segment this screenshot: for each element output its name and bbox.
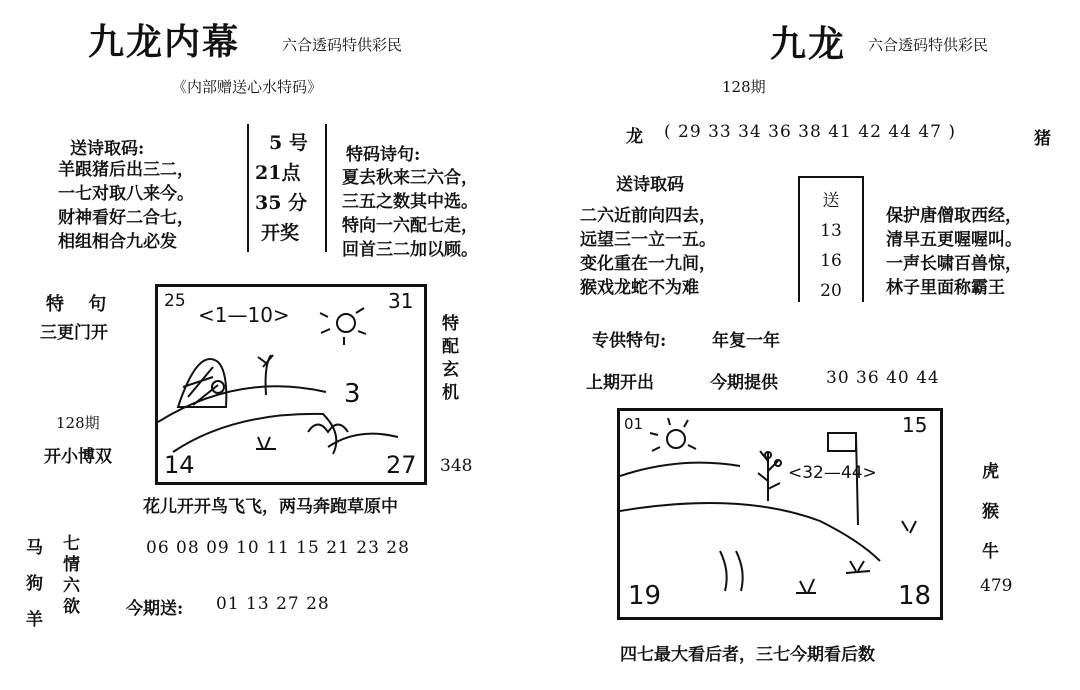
right-caption: 四七最大看后者，三七今期看后数	[620, 645, 875, 665]
special-poem-line: 三五之数其中选。	[342, 192, 478, 212]
left-divider	[325, 124, 327, 252]
send-column-number: 13	[820, 221, 842, 241]
right-sketch	[620, 411, 940, 617]
pic-corner-tr: 31	[388, 289, 414, 313]
special-poem-heading: 特码诗句:	[346, 145, 421, 165]
dragon-numbers: ( 29 33 34 36 38 41 42 44 47 )	[664, 122, 956, 142]
animal-label: 羊	[26, 610, 43, 630]
send-column-number: 16	[820, 251, 842, 271]
right-subtitle: 六合透码特供彩民	[868, 36, 989, 54]
left-animals	[26, 530, 43, 638]
hill-line	[620, 503, 880, 561]
left-poem	[58, 158, 194, 254]
hill-line	[328, 434, 398, 447]
side-animal: 牛	[982, 542, 999, 562]
right-poem-line: 清早五更喔喔叫。	[886, 230, 1022, 250]
left-poem-line: 财神看好二合七，	[58, 208, 194, 228]
grass-icon	[720, 551, 743, 591]
right-poem-line: 二六近前向四去，	[580, 206, 716, 226]
hill-line	[173, 414, 336, 454]
special-value: 年复一年	[712, 331, 780, 351]
left-poem-heading: 送诗取码:	[70, 139, 145, 159]
right-poem-line: 林子里面称霸王	[886, 278, 1005, 298]
pic-corner-tl: 01	[624, 415, 644, 433]
pic-corner-tr: 15	[902, 413, 928, 437]
te-label: 特 句	[46, 294, 107, 315]
provide-label: 今期提供	[710, 373, 778, 393]
plant-icon	[258, 355, 273, 395]
right-side-animals	[982, 452, 999, 572]
right-poem-line: 远望三一立一五。	[580, 230, 716, 250]
pic-corner-bl: 14	[164, 451, 195, 479]
left-poem-line: 一七对取八来今。	[58, 184, 194, 204]
pic-corner-br: 27	[386, 451, 417, 479]
draw-hour: 21点	[255, 162, 301, 184]
birds-icon	[308, 425, 348, 433]
pic-mid-number: 3	[344, 379, 361, 409]
side-animal: 猴	[982, 502, 999, 522]
grass-icon	[846, 561, 870, 573]
left-numbers: 06 08 09 10 11 15 21 23 28	[146, 538, 410, 558]
left-title: 九龙内幕	[88, 21, 241, 63]
right-poem-line: 变化重在一九间，	[580, 254, 716, 274]
kai-hint: 开小博双	[44, 447, 112, 467]
send-column	[800, 186, 862, 306]
sun-icon	[667, 430, 685, 448]
te-phrase: 三更门开	[40, 323, 108, 343]
left-internal-note: 《内部赠送心水特码》	[172, 78, 323, 96]
left-picture	[155, 284, 427, 485]
pic-corner-tl: 25	[164, 291, 186, 311]
sun-rays-icon	[650, 418, 696, 451]
right-picture	[617, 408, 943, 620]
left-subtitle: 六合透码特供彩民	[282, 36, 403, 54]
left-poem-line: 相组相合九必发	[58, 232, 177, 252]
left-caption: 花儿开开鸟飞飞，两马奔跑草原中	[143, 497, 398, 517]
grass-icon	[796, 579, 816, 593]
right-poem-line: 一声长啸百兽惊，	[886, 254, 1022, 274]
left-side-number: 348	[440, 456, 473, 476]
special-poem-line: 回首三二加以顾。	[342, 240, 478, 260]
draw-label: 开奖	[261, 222, 300, 244]
draw-time	[255, 128, 308, 248]
grass-icon	[256, 437, 276, 449]
send-numbers: 01 13 27 28	[216, 594, 330, 614]
last-label: 上期开出	[586, 373, 654, 393]
provide-numbers: 30 36 40 44	[826, 368, 940, 388]
send-column-head: 送	[822, 191, 840, 211]
special-poem-line: 特向一六配七走，	[342, 216, 478, 236]
sun-icon	[337, 314, 355, 332]
pic-corner-bl: 19	[628, 581, 662, 611]
pig-label: 猪	[1034, 129, 1051, 149]
pic-range: <1—10>	[198, 303, 290, 327]
animal-label: 马	[26, 538, 43, 558]
left-divider	[247, 124, 249, 252]
animal-label: 狗	[26, 574, 43, 594]
pic-corner-br: 18	[898, 581, 932, 611]
right-poem-right	[886, 204, 1022, 300]
send-column-box	[798, 176, 864, 302]
flower-icon	[212, 381, 224, 393]
draw-day: 5 号	[269, 132, 308, 154]
side-vertical-text: 特配玄机	[438, 314, 458, 406]
grass-icon	[902, 521, 916, 533]
right-poem-line: 保护唐僧取西经，	[886, 206, 1022, 226]
special-label: 专供特句:	[592, 331, 667, 351]
left-issue: 128期	[56, 414, 100, 432]
right-title: 九龙	[770, 23, 847, 65]
left-poem-line: 羊跟猪后出三二，	[58, 160, 194, 180]
special-poem-line: 夏去秋来三六合，	[342, 168, 478, 188]
pic-range: <32—44>	[788, 463, 877, 483]
right-poem-heading: 送诗取码	[616, 175, 684, 195]
draw-minute: 35 分	[255, 192, 308, 214]
hill-line	[620, 463, 740, 476]
side-animal: 虎	[982, 462, 999, 482]
qiqing-text: 七情六欲	[59, 534, 79, 618]
flag-icon	[828, 433, 856, 451]
special-poem	[342, 166, 478, 262]
right-poem-line: 猴戏龙蛇不为难	[580, 278, 699, 298]
right-side-number: 479	[980, 576, 1013, 596]
right-issue: 128期	[722, 78, 766, 96]
right-poem-left	[580, 204, 716, 300]
send-column-number: 20	[820, 281, 842, 301]
dragon-label: 龙	[626, 127, 643, 147]
send-label: 今期送:	[126, 599, 184, 619]
